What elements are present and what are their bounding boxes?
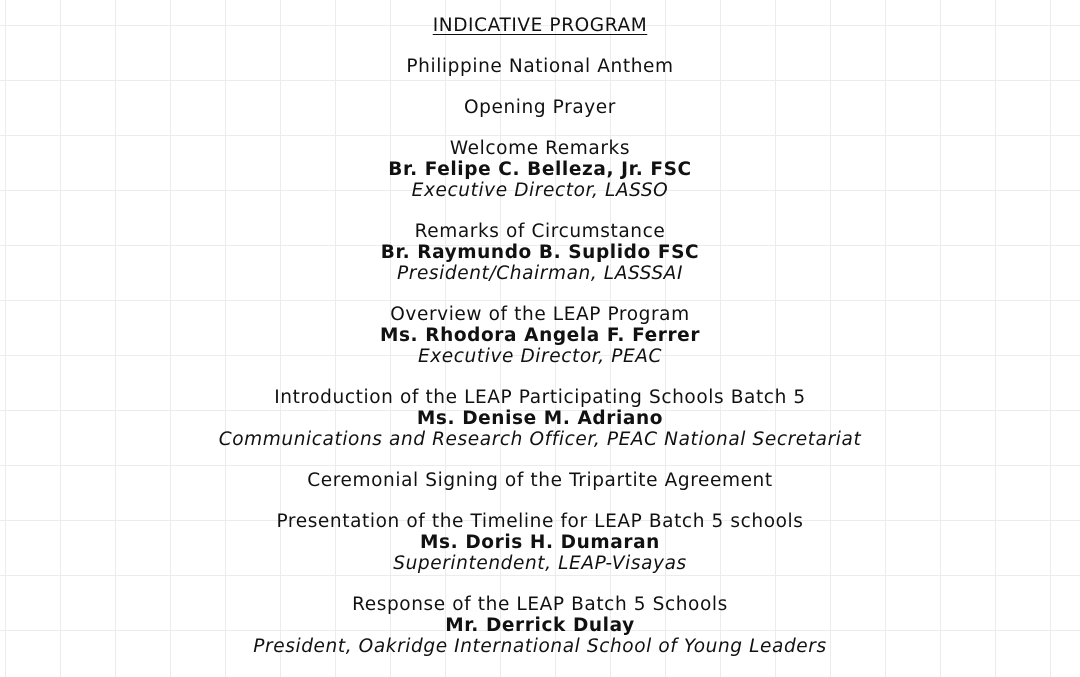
program-item-title: Overview of the LEAP Program bbox=[390, 304, 690, 325]
speaker-role: Executive Director, PEAC bbox=[417, 346, 663, 367]
program-item-timeline bbox=[0, 511, 1080, 574]
speaker-name: Ms. Rhodora Angela F. Ferrer bbox=[379, 325, 701, 346]
program-item-title: Introduction of the LEAP Participating Schools Batch 5 bbox=[274, 387, 806, 408]
speaker-name: Br. Raymundo B. Suplido FSC bbox=[380, 242, 700, 263]
program-item-title: Opening Prayer bbox=[463, 97, 616, 118]
program-item-welcome bbox=[0, 138, 1080, 201]
speaker-name: Ms. Denise M. Adriano bbox=[416, 408, 664, 429]
program-document bbox=[0, 14, 1080, 677]
speaker-name: Mr. Derrick Dulay bbox=[445, 615, 635, 636]
program-item-response bbox=[0, 594, 1080, 657]
speaker-name: Br. Felipe C. Belleza, Jr. FSC bbox=[388, 159, 692, 180]
speaker-role: Communications and Research Officer, PEAC National Secretariat bbox=[218, 429, 862, 450]
speaker-role: President/Chairman, LASSSAI bbox=[396, 263, 683, 284]
speaker-role: President, Oakridge International School of Young Leaders bbox=[253, 636, 827, 657]
program-item-title: Philippine National Anthem bbox=[406, 56, 674, 77]
speaker-name: Ms. Doris H. Dumaran bbox=[420, 532, 660, 553]
program-item-title: Ceremonial Signing of the Tripartite Agreement bbox=[307, 470, 773, 491]
program-item-introduction bbox=[0, 387, 1080, 450]
program-heading: INDICATIVE PROGRAM bbox=[432, 15, 648, 36]
program-item-prayer bbox=[0, 97, 1080, 118]
program-item-anthem bbox=[0, 56, 1080, 77]
program-item-title: Welcome Remarks bbox=[449, 138, 631, 159]
program-item-title: Remarks of Circumstance bbox=[414, 221, 666, 242]
program-item-title: Response of the LEAP Batch 5 Schools bbox=[352, 594, 728, 615]
program-item-overview bbox=[0, 304, 1080, 367]
speaker-role: Executive Director, LASSO bbox=[411, 180, 669, 201]
program-item-circumstance bbox=[0, 221, 1080, 284]
program-item-title: Presentation of the Timeline for LEAP Batch 5 schools bbox=[276, 511, 804, 532]
program-item-signing bbox=[0, 470, 1080, 491]
speaker-role: Superintendent, LEAP-Visayas bbox=[393, 553, 687, 574]
